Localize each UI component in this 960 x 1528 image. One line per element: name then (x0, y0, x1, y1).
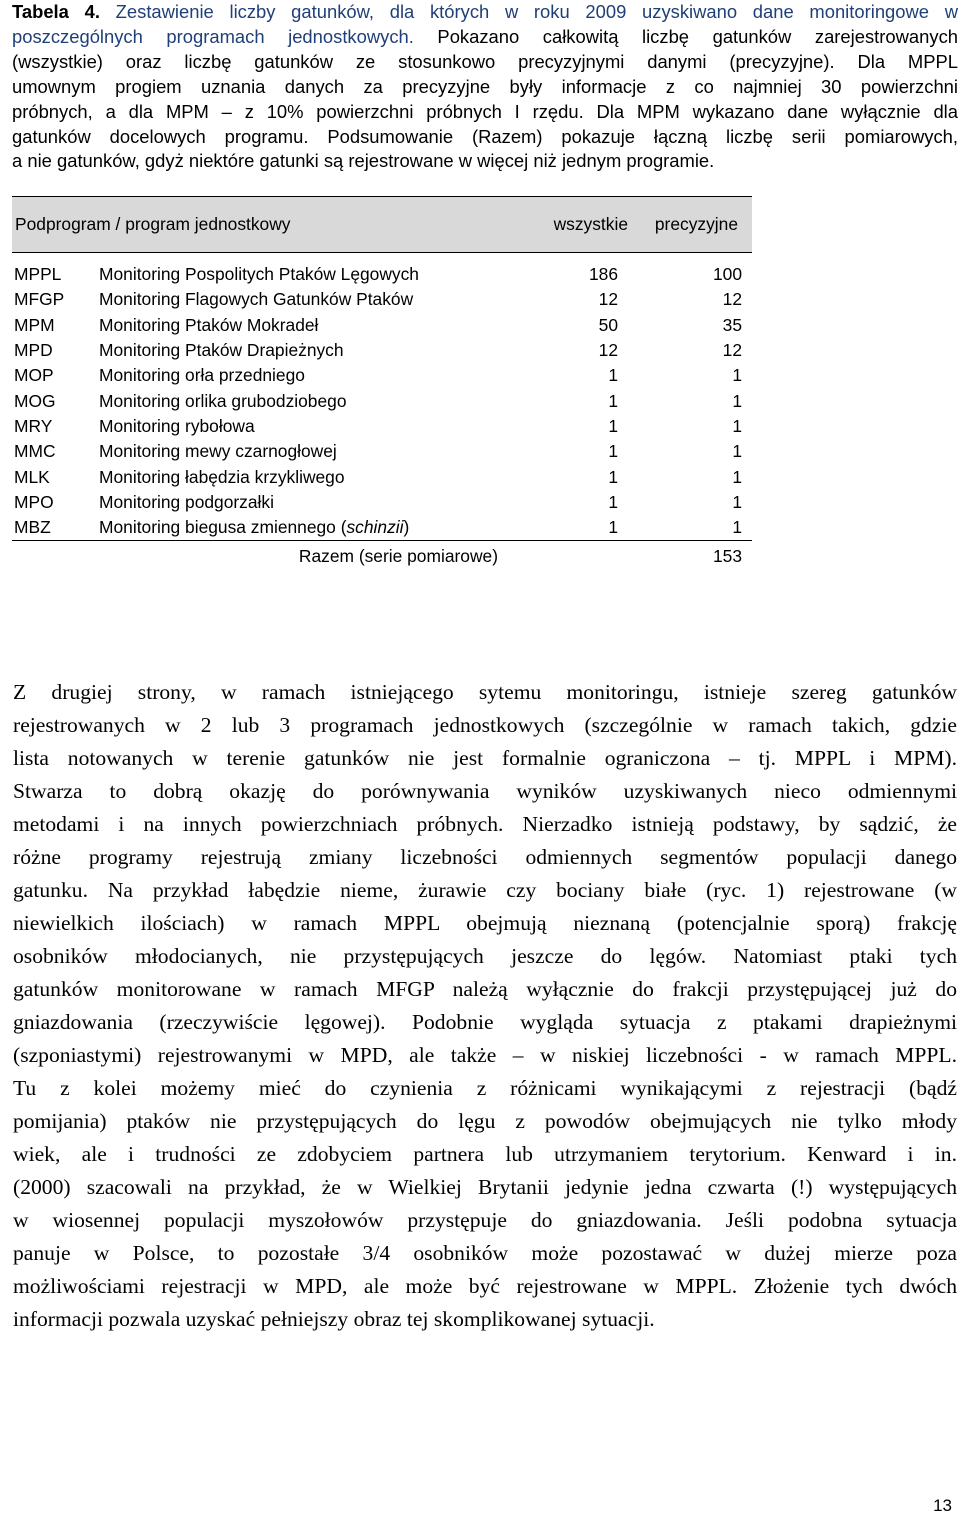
count-precise: 1 (732, 365, 742, 386)
program-name-text: Monitoring podgorzałki (99, 491, 274, 512)
program-name-text: Monitoring rybołowa (99, 415, 255, 436)
program-name (99, 253, 504, 288)
count-precise: 1 (732, 466, 742, 487)
table-row (12, 388, 752, 413)
count-precise: 1 (646, 515, 752, 541)
program-name-text: Monitoring orła przedniego (99, 365, 305, 386)
body-line: panuje w Polsce, to pozostałe 3/4 osobników może pozostawać w dużej mierze poza (13, 1241, 957, 1265)
caption-title: Zestawienie liczby gatunków, dla których w roku 2009 uzyskiwano dane monitoringowe w (99, 1, 958, 22)
caption-line (12, 0, 958, 25)
body-line: Z drugiej strony, w ramach istniejącego sytemu monitoringu, istnieje szereg gatunków (13, 680, 957, 704)
program-name-text: Monitoring łabędzia krzykliwego (99, 466, 345, 487)
count-all: 12 (598, 340, 618, 361)
program-name (99, 490, 504, 515)
table-row (12, 439, 752, 464)
body-line: informacji pozwala uzyskać pełniejszy obraz tej skomplikowanej sytuacji. (13, 1307, 655, 1331)
program-name (99, 338, 504, 363)
body-paragraph (13, 676, 957, 1336)
header-program: Podprogram / program jednostkowy (12, 197, 504, 253)
program-name-text: Monitoring Flagowych Gatunków Ptaków (99, 289, 414, 310)
caption-line (12, 100, 958, 125)
program-name-text: Monitoring orlika grubodziobego (99, 390, 347, 411)
table-row (12, 253, 752, 288)
body-line: metodami i na innych powierzchniach próbnych. Nierzadko istnieją podstawy, by sądzić, że (13, 812, 957, 836)
count-all: 1 (504, 515, 646, 541)
count-all: 1 (608, 390, 618, 411)
table-row (12, 287, 752, 312)
header-precise: precyzyjne (646, 197, 752, 253)
count-all: 1 (608, 415, 618, 436)
table-row (12, 490, 752, 515)
program-code: MPO (14, 491, 54, 512)
body-line: (szponiastymi) rejestrowanymi w MPD, ale także – w niskiej liczebności - w ramach MPPL. (13, 1043, 957, 1067)
count-all: 1 (608, 491, 618, 512)
program-code: MBZ (12, 515, 99, 541)
count-precise: 1 (732, 441, 742, 462)
count-all: 186 (588, 264, 618, 285)
program-name (99, 363, 504, 388)
body-line: pomijania) ptaków nie przystępujących do lęgu z powodów obejmujących nie tylko młody (13, 1109, 957, 1133)
table-row (12, 414, 752, 439)
count-precise: 1 (732, 491, 742, 512)
program-name-paren-open: ( (335, 517, 347, 538)
caption-line (12, 75, 958, 100)
program-name-text: Monitoring Ptaków Mokradeł (99, 314, 319, 335)
program-name (99, 388, 504, 413)
program-name-text: Monitoring Pospolitych Ptaków Lęgowych (99, 264, 419, 285)
program-code: MOG (14, 390, 56, 411)
body-line: wiek, ale i trudności ze zdobyciem partnera lub utrzymaniem terytorium. Kenward i in. (13, 1142, 957, 1166)
table-body (12, 253, 752, 572)
table-row (12, 363, 752, 388)
program-name (99, 515, 504, 541)
count-precise: 1 (732, 390, 742, 411)
program-code: MOP (14, 365, 54, 386)
body-line: osobników młodocianych, nie przystępujących jeszcze do lęgów. Natomiast ptaki tych (13, 944, 957, 968)
total-row (12, 541, 752, 572)
program-name (99, 287, 504, 312)
body-line: Tu z kolei możemy mieć do czynienia z różnicami wynikającymi z rejestracji (bądź (13, 1076, 957, 1100)
body-line: Stwarza to dobrą okazję do porównywania wyników uzyskiwanych nieco odmiennymi (13, 779, 957, 803)
count-all: 1 (608, 441, 618, 462)
program-code: MFGP (14, 289, 65, 310)
caption-text: gatunków docelowych programu. Podsumowanie (Razem) pokazuje łączną liczbę serii pomiarowych, (12, 125, 958, 147)
count-all: 1 (608, 365, 618, 386)
body-line: w wiosennej populacji myszołowów przystępuje do gniazdowania. Jeśli podobna sytuacja (13, 1208, 957, 1232)
body-line: gatunków monitorowane w ramach MFGP należą wyłącznie do frakcji przystępującej już do (13, 977, 957, 1001)
page-number: 13 (933, 1496, 952, 1515)
count-precise: 35 (722, 314, 742, 335)
body-line: możliwościami rejestracji w MPD, ale może być rejestrowane w MPPL. Złożenie tych dwóch (13, 1274, 957, 1298)
count-all: 1 (608, 466, 618, 487)
program-code: MPPL (14, 264, 62, 285)
program-code: MPM (14, 314, 55, 335)
table-row (12, 464, 752, 489)
count-precise: 100 (712, 264, 742, 285)
program-name-paren-close: ) (403, 517, 410, 538)
program-code: MPD (14, 340, 53, 361)
table-row (12, 515, 752, 541)
caption-text: umownym progiem uznania danych za precyzyjne były informacje z co najmniej 30 powierzchni (12, 75, 958, 97)
total-label: Razem (serie pomiarowe) (298, 545, 498, 566)
program-code: MRY (14, 415, 53, 436)
table-header-row (12, 197, 752, 253)
program-code: MLK (14, 466, 50, 487)
total-value: 153 (712, 545, 742, 566)
caption-line (12, 50, 958, 75)
count-precise: 12 (722, 340, 742, 361)
body-line: gatunku. Na przykład łabędzie nieme, żurawie czy bociany białe (ryc. 1) rejestrowane (w (13, 878, 957, 902)
count-precise: 12 (722, 289, 742, 310)
program-name (99, 439, 504, 464)
table-row (12, 313, 752, 338)
program-name-italic: schinzii (346, 517, 404, 538)
program-code: MMC (14, 441, 56, 462)
table-caption (12, 0, 958, 174)
count-all: 12 (598, 289, 618, 310)
table-row (12, 338, 752, 363)
caption-text: (wszystkie) oraz liczbę gatunków ze stosunkowo precyzyjnymi danymi (precyzyjne). Dla MPPL (12, 50, 958, 72)
caption-line (12, 25, 958, 50)
program-name (99, 313, 504, 338)
header-all: wszystkie (504, 197, 646, 253)
count-all: 50 (598, 314, 618, 335)
body-line: niewielkich ilościach) w ramach MPPL obejmują nieznaną (potencjalnie sporą) frakcję (13, 911, 957, 935)
program-name-text: Monitoring Ptaków Drapieżnych (99, 340, 344, 361)
caption-text: a nie gatunków, gdyż niektóre gatunki są rejestrowane w więcej niż jednym programie. (12, 150, 715, 172)
program-name-text: Monitoring biegusa zmiennego (99, 517, 336, 538)
caption-text: Pokazano całkowitą liczbę gatunków zarejestrowanych (413, 25, 958, 47)
caption-line (12, 149, 958, 174)
body-line: rejestrowanych w 2 lub 3 programach jednostkowych (szczególnie w ramach takich, gdzie (13, 713, 957, 737)
body-line: (2000) szacowali na przykład, że w Wielkiej Brytanii jedynie jedna czwarta (!) występujących (13, 1175, 957, 1199)
caption-title: poszczególnych programach jednostkowych. (12, 25, 414, 47)
program-name (99, 464, 504, 489)
program-name-text: Monitoring mewy czarnogłowej (99, 441, 337, 462)
count-precise: 1 (732, 415, 742, 436)
caption-label: Tabela 4. (12, 1, 100, 22)
caption-line (12, 125, 958, 150)
program-name (99, 414, 504, 439)
body-line: gniazdowania (rzeczywiście lęgowej). Podobnie wygląda sytuacja z ptakami drapieżnymi (13, 1010, 957, 1034)
body-line: różne programy rejestrują zmiany liczebności odmiennych segmentów populacji danego (13, 845, 957, 869)
body-line: lista notowanych w terenie gatunków nie jest formalnie ograniczona – tj. MPPL i MPM). (13, 746, 957, 770)
species-table (12, 196, 752, 571)
caption-text: próbnych, a dla MPM – z 10% powierzchni próbnych I rzędu. Dla MPM wykazano dane wyłącznie dla (12, 100, 958, 122)
